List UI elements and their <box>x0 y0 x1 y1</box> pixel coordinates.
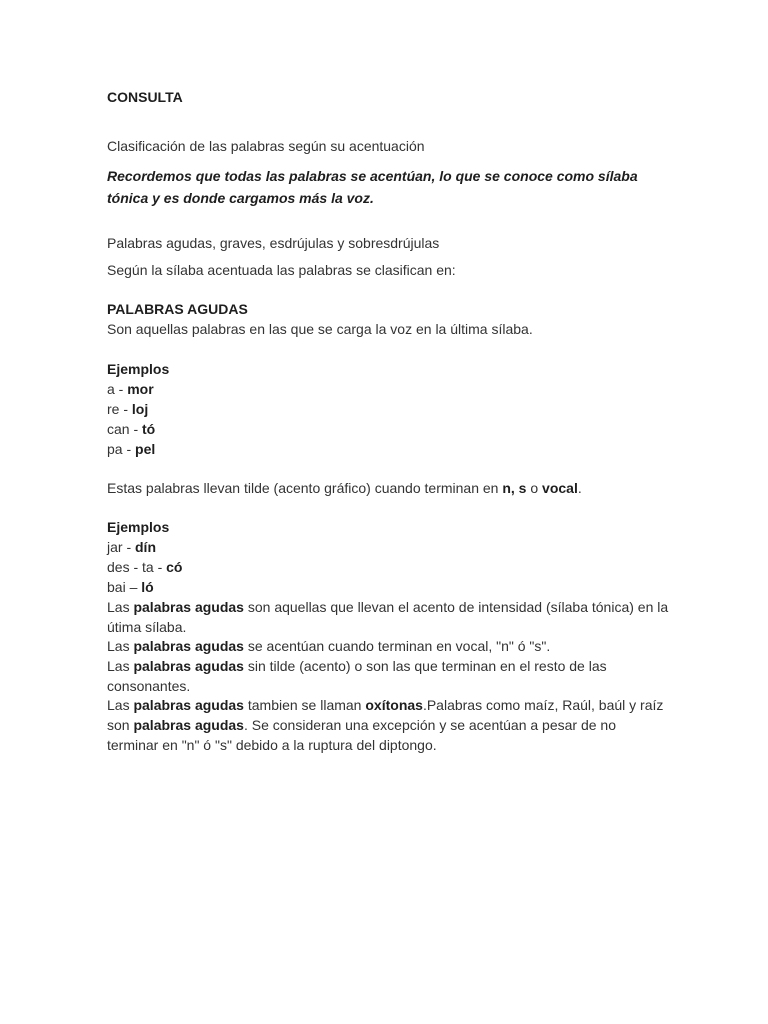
paragraph-4-line-3: terminar en "n" ó "s" debido a la ruptura del diptongo. <box>107 737 437 753</box>
example-stressed-syllable: ló <box>141 579 154 595</box>
paragraph-bold: palabras agudas <box>133 658 244 674</box>
example-syllables: pa - <box>107 441 136 457</box>
paragraph-text: .Palabras como maíz, Raúl, baúl y raíz <box>422 697 664 713</box>
paragraph-2 <box>107 636 550 656</box>
paragraph-bold: oxítonas <box>365 697 423 713</box>
example-item <box>107 557 182 577</box>
paragraph-text: Las <box>107 599 134 615</box>
classify-line: Según la sílaba acentuada las palabras se clasifican en: <box>107 262 456 278</box>
example-item <box>107 537 156 557</box>
example-syllables: re - <box>107 401 132 417</box>
examples-label: Ejemplos <box>107 519 170 535</box>
example-stressed-syllable: pel <box>135 441 156 457</box>
example-item <box>107 379 154 399</box>
paragraph-text: Las <box>107 658 134 674</box>
example-syllables: des - ta - <box>107 559 167 575</box>
example-item <box>107 439 155 459</box>
example-item <box>107 419 155 439</box>
paragraph-3-line-2: consonantes. <box>107 678 191 694</box>
tilde-rule-text: o <box>526 480 543 496</box>
document-heading: CONSULTA <box>107 89 183 105</box>
example-stressed-syllable: có <box>166 559 183 575</box>
example-syllables: bai – <box>107 579 142 595</box>
paragraph-bold: palabras agudas <box>133 697 244 713</box>
paragraph-4-line-2 <box>107 715 616 735</box>
paragraph-bold: palabras agudas <box>133 717 244 733</box>
paragraph-text: Las <box>107 638 134 654</box>
paragraph-text: . Se consideran una excepción y se acentúan a pesar de no <box>243 717 617 733</box>
example-item <box>107 577 154 597</box>
intro-line-1: Recordemos que todas las palabras se acentúan, lo que se conoce como sílaba <box>107 168 638 184</box>
paragraph-1 <box>107 597 668 617</box>
intro-line-2: tónica y es donde cargamos más la voz. <box>107 190 374 206</box>
paragraph-bold: palabras agudas <box>133 638 244 654</box>
example-syllables: jar - <box>107 539 135 555</box>
tilde-rule-bold: n, s <box>502 480 527 496</box>
paragraph-bold: palabras agudas <box>133 599 244 615</box>
tilde-rule <box>107 478 582 498</box>
tilde-rule-text: Estas palabras llevan tilde (acento gráfico) cuando terminan en <box>107 480 503 496</box>
tilde-rule-bold: vocal <box>542 480 578 496</box>
example-stressed-syllable: dín <box>135 539 156 555</box>
paragraph-3 <box>107 656 607 676</box>
paragraph-text: sin tilde (acento) o son las que terminan en el resto de las <box>243 658 607 674</box>
paragraph-text: son aquellas que llevan el acento de intensidad (sílaba tónica) en la <box>243 599 669 615</box>
example-syllables: a - <box>107 381 128 397</box>
document-subtitle: Clasificación de las palabras según su acentuación <box>107 138 425 154</box>
paragraph-text: son <box>107 717 134 733</box>
example-syllables: can - <box>107 421 143 437</box>
tilde-rule-text: . <box>577 480 582 496</box>
example-stressed-syllable: tó <box>142 421 156 437</box>
example-item <box>107 399 148 419</box>
section-definition: Son aquellas palabras en las que se carga la voz en la última sílaba. <box>107 321 533 337</box>
paragraph-1-line-2: útima sílaba. <box>107 619 187 635</box>
example-stressed-syllable: loj <box>131 401 149 417</box>
section-title: PALABRAS AGUDAS <box>107 301 248 317</box>
paragraph-text: se acentúan cuando terminan en vocal, "n" ó "s". <box>243 638 551 654</box>
paragraph-text: tambien se llaman <box>243 697 366 713</box>
examples-label: Ejemplos <box>107 361 170 377</box>
paragraph-4 <box>107 695 663 715</box>
example-stressed-syllable: mor <box>127 381 154 397</box>
word-types-line: Palabras agudas, graves, esdrújulas y sobresdrújulas <box>107 235 440 251</box>
paragraph-text: Las <box>107 697 134 713</box>
